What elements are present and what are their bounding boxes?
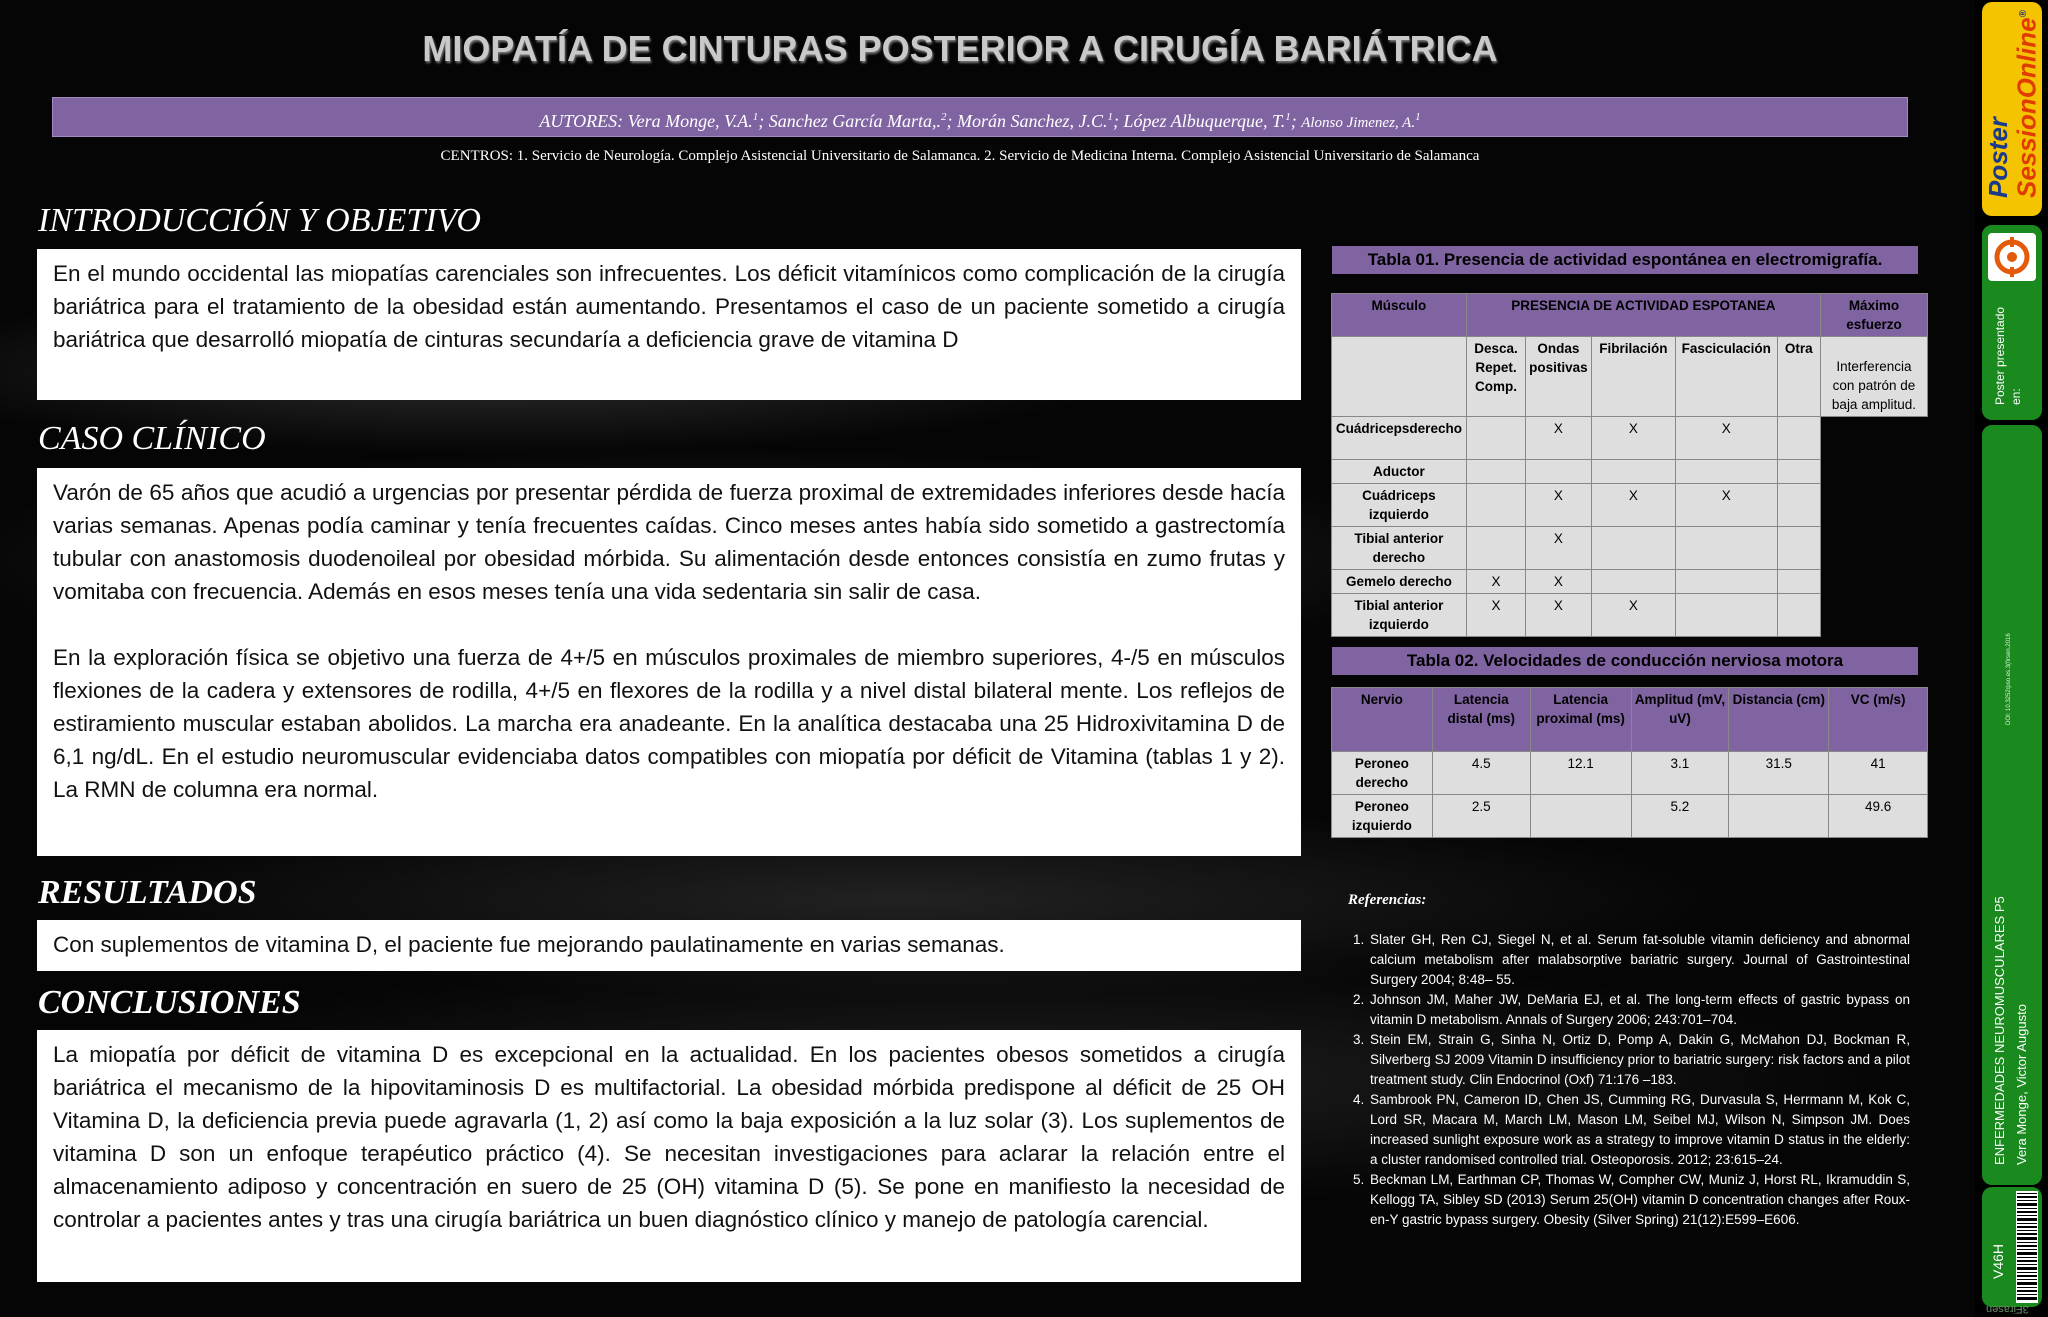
referencias-title: Referencias: bbox=[1348, 892, 1427, 908]
tabla1-cell: X bbox=[1526, 484, 1592, 527]
referencia-item: 2. Johnson JM, Maher JW, DeMaria EJ, et al. The long-term effects of gastric bypass on vitamin D metabolism. Annals of Surgery 2006; 243:701–704. bbox=[1368, 990, 1910, 1030]
tabla2-header: Nervio bbox=[1332, 688, 1433, 752]
tabla1-muscle: Tibial anterior derecho bbox=[1332, 527, 1467, 570]
tabla1-sub-header: Fibrilación bbox=[1591, 337, 1675, 417]
tabla1-sub-header: Ondas positivas bbox=[1526, 337, 1592, 417]
conclusiones-box bbox=[37, 1030, 1301, 1282]
barcode-icon bbox=[2016, 1191, 2038, 1303]
author-3: Morán Sanchez, J.C. bbox=[957, 111, 1108, 131]
author-2-affil: 2 bbox=[941, 111, 947, 123]
tabla2-header: Latencia proximal (ms) bbox=[1530, 688, 1631, 752]
tabla1-cell: X bbox=[1466, 594, 1525, 637]
tabla1-cell: X bbox=[1676, 417, 1778, 460]
tabla1-row bbox=[1332, 527, 1928, 570]
tabla2-cell: 4.5 bbox=[1432, 752, 1530, 795]
tabla1-row bbox=[1332, 417, 1928, 460]
referencia-item: 3. Stein EM, Strain G, Sinha N, Ortiz D, Pomp A, Dakin G, McMahon DJ, Bockman R, Silverberg SJ 2009 Vitamin D insufficiency prior to bariatric surgery: risk factors and a pilot treatment study. Clin Endocrinol (Oxf) 71:176 –183. bbox=[1368, 1030, 1910, 1090]
tabla2-cell: 3.1 bbox=[1631, 752, 1729, 795]
tabla1-cell bbox=[1466, 417, 1525, 460]
tabla1 bbox=[1331, 293, 1928, 637]
tabla1-cell: X bbox=[1591, 417, 1675, 460]
centros: CENTROS: 1. Servicio de Neurología. Complejo Asistencial Universitario de Salamanca. 2. Servicio de Medicina Interna. Complejo Asistencial Universitario de Salamanca bbox=[440, 148, 1480, 164]
author-5: Alonso Jimenez, A. bbox=[1301, 115, 1416, 131]
tabla2 bbox=[1331, 687, 1928, 838]
tabla1-cell bbox=[1466, 527, 1525, 570]
author-4-affil: 1 bbox=[1285, 111, 1291, 123]
conclusiones-heading: CONCLUSIONES bbox=[38, 984, 301, 1021]
society-logo-icon bbox=[1988, 233, 2036, 281]
tabla2-cell: 41 bbox=[1829, 752, 1928, 795]
tabla1-cell bbox=[1777, 460, 1820, 484]
tabla1-sub-header: Otra bbox=[1777, 337, 1820, 417]
author-3-affil: 1 bbox=[1107, 111, 1114, 123]
tabla2-header: VC (m/s) bbox=[1829, 688, 1928, 752]
tabla1-body bbox=[1332, 417, 1928, 637]
caso-paragraph-1: Varón de 65 años que acudió a urgencias por presentar pérdida de fuerza proximal de extremidades inferiores desde hacía varias semanas. Apenas podía caminar y tenía frecuentes caídas. Cinco meses antes había sido sometido a gastrectomía tubular con anastomosis duodenoileal por obesidad mórbida. Su alimentación desde entonces consistía en zumo frutas y vomitaba con frecuencia. Además en esos meses tenía una vida sedentaria sin salir de casa. bbox=[53, 480, 1285, 604]
tabla2-row bbox=[1332, 752, 1928, 795]
tabla2-header: Distancia (cm) bbox=[1729, 688, 1829, 752]
referencia-item: 4. Sambrook PN, Cameron ID, Chen JS, Cumming RG, Durvasula S, Herrmann M, Kok C, Lord SR, Macara M, March LM, Mason LM, Seibel MJ, Wilson N, Simpson JM. Does increased sunlight exposure work as a strategy to improve vitamin D status in the elderly: a cluster randomised controlled trial. Osteoporosis. 2012; 23:615–24. bbox=[1368, 1090, 1910, 1170]
code-strip bbox=[1982, 1187, 2042, 1307]
tabla2-cell: 2.5 bbox=[1432, 795, 1530, 838]
tabla1-caption: Tabla 01. Presencia de actividad espontánea en electromigrafía. bbox=[1332, 246, 1918, 274]
category-strip bbox=[1982, 425, 2042, 1185]
tabla1-row bbox=[1332, 594, 1928, 637]
tabla2-header-row bbox=[1332, 688, 1928, 752]
brand-line-1: Poster bbox=[1983, 117, 2013, 198]
tabla2-cell: 31.5 bbox=[1729, 752, 1829, 795]
authors-bar: AUTORES: Vera Monge, V.A.$^1$; Sanchez García Marta,.$^2$; Morán Sanchez, J.C.$^1$; López Albuquerque, T.$^1$; Alonso Jimenez, A.$^1$ bbox=[52, 97, 1908, 137]
category-label: ENFERMEDADES NEUROMUSCULARES P5 bbox=[1992, 896, 2007, 1165]
tabla1-cell bbox=[1526, 460, 1592, 484]
tabla1-row bbox=[1332, 570, 1928, 594]
author-1: Vera Monge, V.A. bbox=[627, 111, 753, 131]
poster-code: V46H bbox=[1990, 1243, 2006, 1279]
caso-box bbox=[37, 468, 1301, 856]
author-5-affil: 1 bbox=[1415, 111, 1421, 123]
tabla1-muscle: Tibial anterior izquierdo bbox=[1332, 594, 1467, 637]
tabla1-empty-cell bbox=[1332, 337, 1467, 417]
tabla2-header: Latencia distal (ms) bbox=[1432, 688, 1530, 752]
tabla1-header-presencia: PRESENCIA DE ACTIVIDAD ESPOTANEA bbox=[1466, 294, 1820, 337]
tabla1-cell: X bbox=[1526, 570, 1592, 594]
tabla2-cell: 12.1 bbox=[1530, 752, 1631, 795]
intro-heading: INTRODUCCIÓN Y OBJETIVO bbox=[38, 202, 481, 239]
tabla1-cell: X bbox=[1591, 594, 1675, 637]
author-2: Sanchez García Marta,. bbox=[768, 111, 942, 131]
tabla1-cell bbox=[1591, 570, 1675, 594]
presented-label: Poster presentado en: bbox=[1993, 306, 2023, 405]
presented-strip bbox=[1982, 225, 2042, 420]
caso-heading: CASO CLÍNICO bbox=[38, 420, 266, 457]
tabla1-maximo-text: Interferencia con patrón de baja amplitud. bbox=[1820, 337, 1927, 417]
tabla1-muscle: Gemelo derecho bbox=[1332, 570, 1467, 594]
tabla2-cell: 49.6 bbox=[1829, 795, 1928, 838]
brand-line-2: SessionOnline bbox=[2011, 17, 2042, 198]
poster-title: MIOPATÍA DE CINTURAS POSTERIOR A CIRUGÍA BARIÁTRICA bbox=[422, 28, 1498, 69]
tabla1-sub-header: Desca. Repet. Comp. bbox=[1466, 337, 1525, 417]
tabla1-cell bbox=[1777, 417, 1820, 460]
tabla1-cell: X bbox=[1466, 570, 1525, 594]
tabla1-sub-header: Fasciculación bbox=[1676, 337, 1778, 417]
society-logo bbox=[1988, 233, 2036, 281]
tabla1-cell: X bbox=[1591, 484, 1675, 527]
brand-tm: ® bbox=[2018, 10, 2029, 18]
author-4: López Albuquerque, T. bbox=[1123, 111, 1286, 131]
tabla1-cell: X bbox=[1676, 484, 1778, 527]
tabla1-muscle: Aductor bbox=[1332, 460, 1467, 484]
tabla2-header: Amplitud (mV, uV) bbox=[1631, 688, 1729, 752]
caso-paragraph-2: En la exploración física se objetivo una fuerza de 4+/5 en músculos proximales de miembro superiores, 4-/5 en músculos flexiones de la cadera y extensores de rodilla, 4+/5 en flexores de la rodilla y a nivel distal bilateral mente. Los reflejos de estiramiento muscular estaban abolidos. La marcha era anadeante. En la analítica destacaba una 25 Hidroxivitamina D de 6,1 ng/dL. En el estudio neuromuscular evidenciaba datos compatibles con miopatía por déficit de Vitamina (tablas 1 y 2). La RMN de columna era normal. bbox=[53, 645, 1285, 802]
doi-text: DOI: 10.3252/pso.es.3(firsen.2016 bbox=[2006, 633, 2012, 725]
author-label: Vera Monge, Victor Augusto bbox=[2014, 1004, 2029, 1165]
tabla2-cell bbox=[1729, 795, 1829, 838]
tabla2-nerve: Peroneo izquierdo bbox=[1332, 795, 1433, 838]
referencias-list bbox=[1348, 930, 1910, 1230]
tabla2-row bbox=[1332, 795, 1928, 838]
author-1-affil: 1 bbox=[752, 111, 759, 123]
resultados-box bbox=[37, 920, 1301, 971]
referencias bbox=[1348, 890, 1910, 1230]
tabla1-row bbox=[1332, 484, 1928, 527]
tabla1-header-musculo: Músculo bbox=[1332, 294, 1467, 337]
tabla1-cell bbox=[1777, 527, 1820, 570]
tabla2-cell: 5.2 bbox=[1631, 795, 1729, 838]
tabla2-nerve: Peroneo derecho bbox=[1332, 752, 1433, 795]
tabla1-cell bbox=[1777, 570, 1820, 594]
tabla1-cell: X bbox=[1526, 527, 1592, 570]
tabla2-cell bbox=[1530, 795, 1631, 838]
tabla2-body bbox=[1332, 752, 1928, 838]
tabla1-cell bbox=[1676, 594, 1778, 637]
tabla1-cell bbox=[1466, 460, 1525, 484]
intro-text: En el mundo occidental las miopatías carenciales son infrecuentes. Los déficit vitamínicos como complicación de la cirugía bariátrica para el tratamiento de la obesidad están aumentando. Presentamos el caso de un paciente sometido a cirugía bariátrica que desarrolló miopatía de cinturas secundaría a deficiencia grave de vitamina D bbox=[53, 261, 1285, 352]
referencia-item: 1. Slater GH, Ren CJ, Siegel N, et al. Serum fat-soluble vitamin deficiency and abnormal calcium metabolism after malabsorptive bariatric surgery. Journal of Gastrointestinal Surgery 2004; 8:48– 55. bbox=[1368, 930, 1910, 990]
tabla1-cell bbox=[1591, 527, 1675, 570]
authors-prefix: AUTORES: bbox=[539, 111, 624, 131]
tabla1-cell bbox=[1676, 460, 1778, 484]
tabla1-row bbox=[1332, 460, 1928, 484]
brand-logo bbox=[1983, 10, 2042, 198]
tabla1-cell bbox=[1777, 484, 1820, 527]
intro-box bbox=[37, 249, 1301, 400]
footer-code: 3Firasen bbox=[1986, 1303, 2029, 1315]
tabla1-header-maximo: Máximo esfuerzo bbox=[1820, 294, 1927, 337]
tabla1-cell: X bbox=[1526, 417, 1592, 460]
tabla1-cell bbox=[1676, 570, 1778, 594]
tabla1-cell bbox=[1591, 460, 1675, 484]
tabla1-muscle: Cuádriceps izquierdo bbox=[1332, 484, 1467, 527]
referencia-item: 5. Beckman LM, Earthman CP, Thomas W, Compher CW, Muniz J, Horst RL, Ikramuddin S, Kellogg TA, Sibley SD (2013) Serum 25(OH) vitamin D concentration changes after Roux-en-Y gastric bypass surgery. Obesity (Silver Spring) 21(12):E599–E606. bbox=[1368, 1170, 1910, 1230]
tabla1-cell bbox=[1466, 484, 1525, 527]
barcode bbox=[2016, 1191, 2038, 1303]
resultados-heading: RESULTADOS bbox=[38, 874, 257, 911]
conclusiones-text: La miopatía por déficit de vitamina D es excepcional en la actualidad. En los pacientes obesos sometidos a cirugía bariátrica el mecanismo de la hipovitaminosis D es multifactorial. La obesidad mórbida predispone al déficit de 25 OH Vitamina D, la deficiencia previa puede agravarla (1, 2) así como la baja exposición a la luz solar (3). Los suplementos de vitamina D son un enfoque terapéutico práctico (4). Se necesitan investigaciones para aclarar la relación entre el almacenamiento adiposo y concentración en suero de 25 (OH) vitamina D (5). Se pone en manifiesto la necesidad de controlar a pacientes antes y tras una cirugía bariátrica un buen diagnóstico clínico y manejo de patología carencial. bbox=[53, 1042, 1285, 1232]
tabla2-caption: Tabla 02. Velocidades de conducción nerviosa motora bbox=[1332, 647, 1918, 675]
tabla1-cell: X bbox=[1526, 594, 1592, 637]
resultados-text: Con suplementos de vitamina D, el paciente fue mejorando paulatinamente en varias semanas. bbox=[53, 932, 1005, 957]
brand-strip bbox=[1982, 2, 2042, 216]
tabla1-cell bbox=[1676, 527, 1778, 570]
tabla1-muscle: Cuádricepsderecho bbox=[1332, 417, 1467, 460]
tabla1-cell bbox=[1777, 594, 1820, 637]
